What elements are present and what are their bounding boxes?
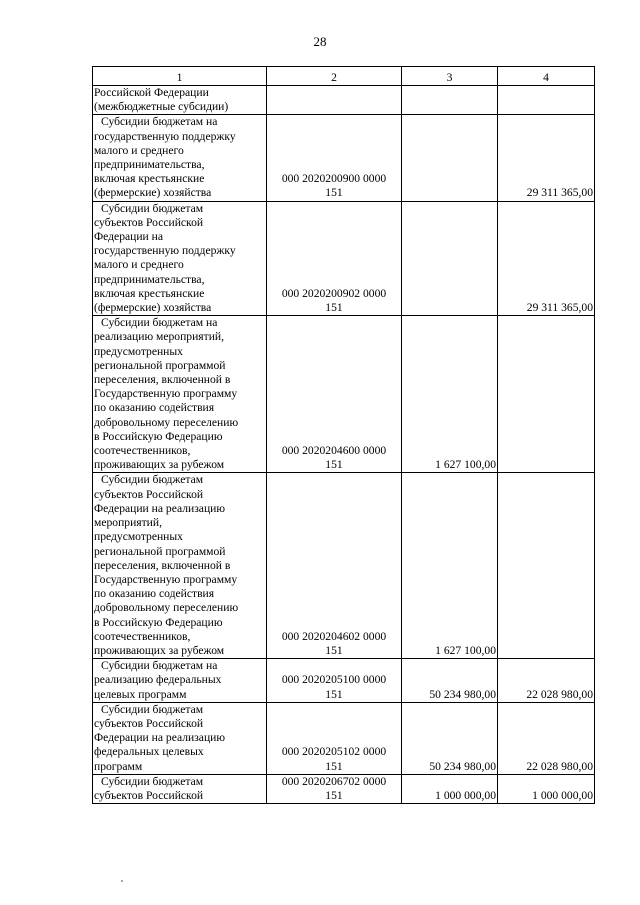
budget-code-line: 151: [325, 643, 343, 657]
amount-col3-cell: 1 627 100,00: [402, 473, 498, 659]
budget-code-line: 000 2020204600 0000: [281, 444, 387, 458]
table-body: [93, 86, 595, 804]
row-name-line: переселения, включенной в: [94, 373, 231, 387]
row-name-cell: [93, 115, 267, 201]
scan-speck: [121, 880, 123, 882]
amount-col4-cell: [498, 316, 595, 473]
budget-code-line: 000 2020204602 0000: [281, 629, 387, 643]
row-name-cell: [93, 473, 267, 659]
row-name-line: в Российскую Федерацию: [94, 615, 223, 629]
row-name-line: субъектов Российской: [94, 215, 204, 229]
row-name-line: федеральных целевых: [94, 745, 204, 759]
budget-code-cell: [267, 115, 402, 201]
row-name-line: Субсидии бюджетам: [101, 201, 204, 215]
amount-col4-cell: [498, 86, 595, 115]
row-name-line: реализацию мероприятий,: [94, 330, 225, 344]
budget-code-line: 000 2020205100 0000: [281, 673, 387, 687]
row-name-cell: [93, 316, 267, 473]
row-name-line: Федерации на реализацию: [94, 501, 226, 515]
row-name-line: по оказанию содействия: [94, 401, 215, 415]
row-name-line: реализацию федеральных: [94, 673, 222, 687]
row-name-line: переселения, включенной в: [94, 558, 231, 572]
row-name-line: региональной программой: [94, 544, 226, 558]
budget-code-line: 151: [325, 301, 343, 315]
row-name-line: малого и среднего: [94, 143, 184, 157]
amount-col4-cell: [498, 473, 595, 659]
budget-code-cell: [267, 473, 402, 659]
table-row: [93, 115, 595, 201]
budget-code-cell: [267, 201, 402, 316]
row-name-line: Субсидии бюджетам на: [101, 316, 218, 330]
row-name-line: добровольному переселению: [94, 415, 239, 429]
row-name-line: (фермерские) хозяйства: [94, 301, 212, 315]
row-name-cell: [93, 659, 267, 703]
amount-col4-cell: 29 311 365,00: [498, 201, 595, 316]
row-name-line: программ: [94, 759, 143, 773]
row-name-line: Субсидии бюджетам на: [101, 659, 218, 673]
budget-code-line: 000 2020200900 0000: [281, 172, 387, 186]
row-name-line: Субсидии бюджетам: [101, 702, 204, 716]
row-name-line: субъектов Российской: [94, 788, 204, 802]
budget-code-line: 151: [325, 687, 343, 701]
row-name-line: Государственную программу: [94, 387, 238, 401]
amount-col4-cell: 29 311 365,00: [498, 115, 595, 201]
budget-code-line: 151: [325, 186, 343, 200]
table-row: [93, 473, 595, 659]
amount-col3-cell: [402, 201, 498, 316]
row-name-line: по оказанию содействия: [94, 587, 215, 601]
table-row: [93, 316, 595, 473]
page-number: 28: [313, 34, 327, 49]
row-name-line: малого и среднего: [94, 258, 184, 272]
column-header: 2: [267, 67, 402, 86]
budget-code-line: 151: [325, 788, 343, 802]
table-row: [93, 86, 595, 115]
row-name-line: включая крестьянские: [94, 172, 205, 186]
row-name-line: добровольному переселению: [94, 601, 239, 615]
row-name-line: (межбюджетные субсидии): [94, 100, 229, 114]
amount-col3-cell: [402, 115, 498, 201]
row-name-line: проживающих за рубежом: [94, 458, 225, 472]
table-row: [93, 659, 595, 703]
row-name-line: в Российскую Федерацию: [94, 429, 223, 443]
row-name-line: субъектов Российской: [94, 716, 204, 730]
budget-code-cell: [267, 86, 402, 115]
row-name-line: целевых программ: [94, 687, 187, 701]
budget-code-cell: [267, 774, 402, 803]
budget-code-line: 000 2020206702 0000: [281, 774, 387, 788]
budget-code-line: 000 2020205102 0000: [281, 745, 387, 759]
amount-col3-cell: 1 000 000,00: [402, 774, 498, 803]
budget-code-cell: [267, 316, 402, 473]
budget-code-line: 000 2020200902 0000: [281, 286, 387, 300]
amount-col3-cell: 1 627 100,00: [402, 316, 498, 473]
budget-table: [92, 66, 595, 804]
row-name-line: предпринимательства,: [94, 158, 205, 172]
row-name-line: Государственную программу: [94, 572, 238, 586]
table-row: [93, 201, 595, 316]
row-name-cell: [93, 201, 267, 316]
row-name-line: Федерации на: [94, 230, 164, 244]
row-name-line: предусмотренных: [94, 344, 183, 358]
amount-col3-cell: 50 234 980,00: [402, 702, 498, 774]
row-name-cell: [93, 702, 267, 774]
amount-col3-cell: [402, 86, 498, 115]
row-name-line: соотечественников,: [94, 629, 191, 643]
amount-col4-cell: 1 000 000,00: [498, 774, 595, 803]
table-row: [93, 774, 595, 803]
column-header: 3: [402, 67, 498, 86]
row-name-line: соотечественников,: [94, 444, 191, 458]
row-name-cell: [93, 774, 267, 803]
row-name-line: мероприятий,: [94, 516, 162, 530]
budget-code-cell: [267, 702, 402, 774]
row-name-line: региональной программой: [94, 358, 226, 372]
row-name-line: государственную поддержку: [94, 129, 236, 143]
budget-code-cell: [267, 659, 402, 703]
row-name-line: Субсидии бюджетам: [101, 774, 204, 788]
row-name-line: включая крестьянские: [94, 286, 205, 300]
row-name-line: Российской Федерации: [94, 86, 209, 99]
row-name-cell: [93, 86, 267, 115]
amount-col4-cell: 22 028 980,00: [498, 702, 595, 774]
table-header-row: [93, 67, 595, 86]
amount-col3-cell: 50 234 980,00: [402, 659, 498, 703]
budget-code-line: 151: [325, 458, 343, 472]
budget-code-line: 151: [325, 759, 343, 773]
table-row: [93, 702, 595, 774]
row-name-line: Субсидии бюджетам: [101, 473, 204, 487]
column-header: 4: [498, 67, 595, 86]
row-name-line: проживающих за рубежом: [94, 643, 225, 657]
row-name-line: субъектов Российской: [94, 487, 204, 501]
amount-col4-cell: 22 028 980,00: [498, 659, 595, 703]
row-name-line: Федерации на реализацию: [94, 731, 226, 745]
row-name-line: предпринимательства,: [94, 272, 205, 286]
row-name-line: (фермерские) хозяйства: [94, 186, 212, 200]
row-name-line: Субсидии бюджетам на: [101, 115, 218, 129]
row-name-line: государственную поддержку: [94, 244, 236, 258]
column-header: 1: [93, 67, 267, 86]
row-name-line: предусмотренных: [94, 530, 183, 544]
